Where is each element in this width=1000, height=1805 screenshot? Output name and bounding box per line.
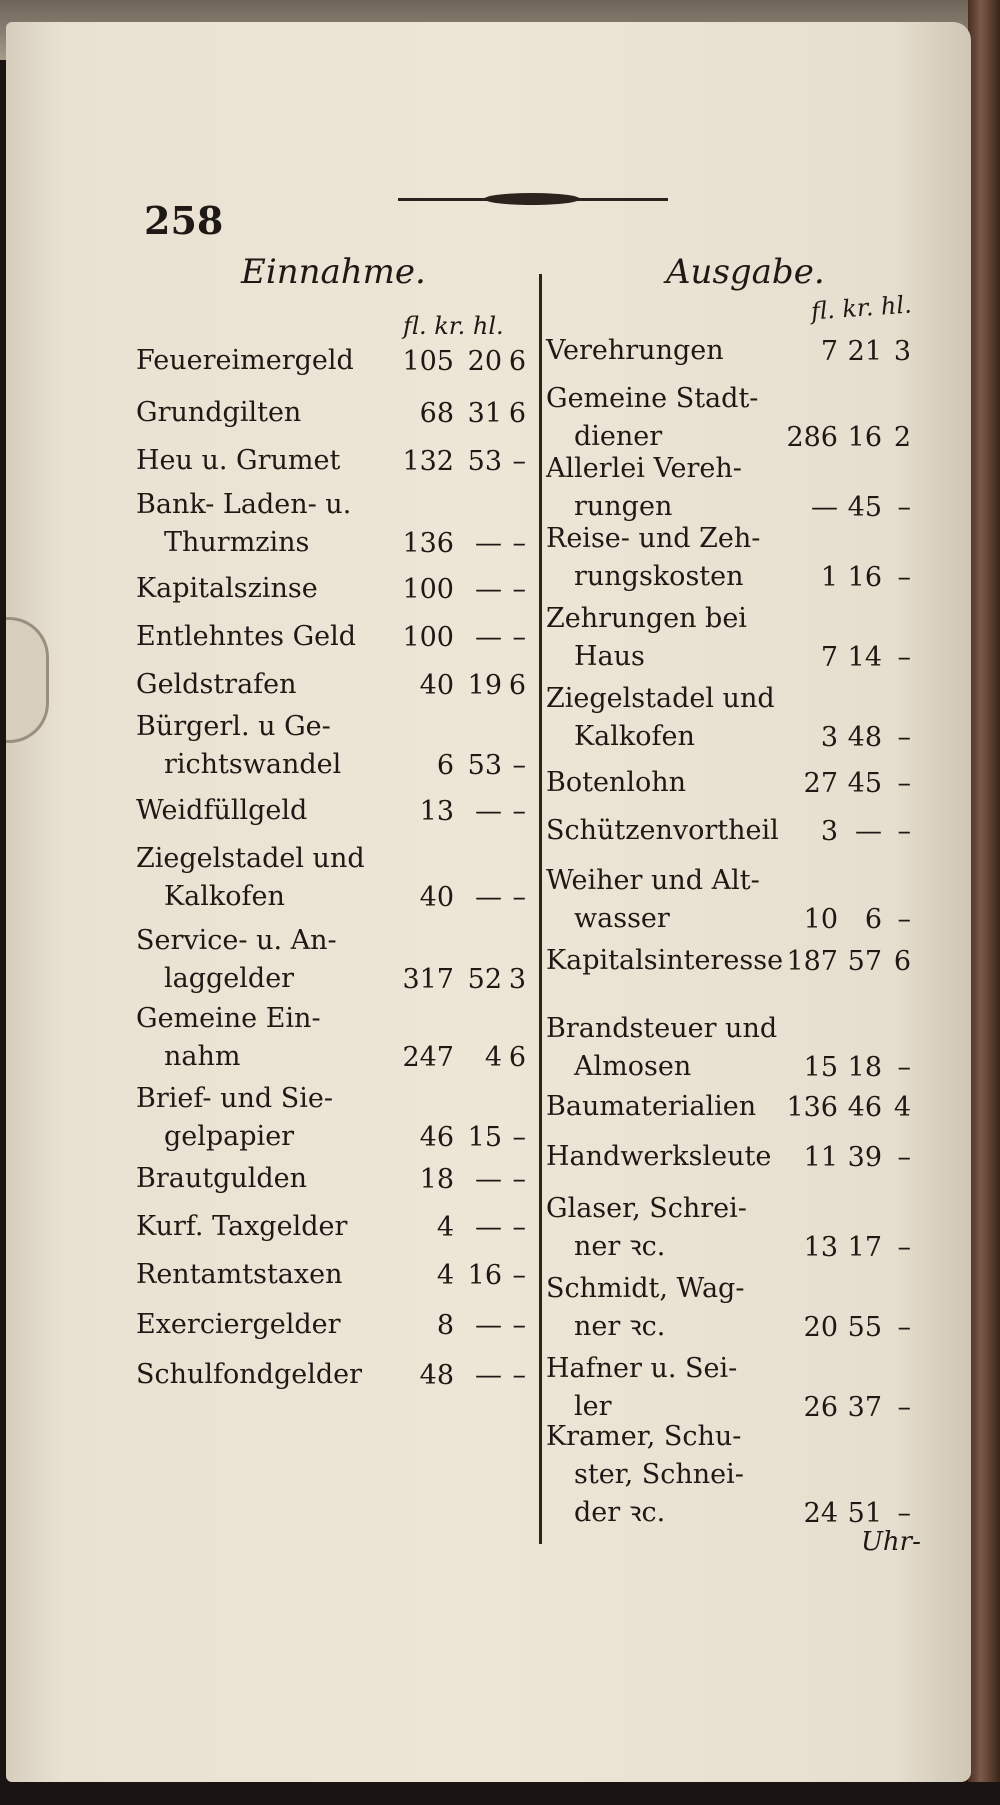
income-fl-value: 136 (402, 528, 454, 559)
expense-hl-value: – (897, 1232, 911, 1263)
expense-kr-value: 48 (847, 722, 882, 753)
income-label-line: Bank- Laden- u. (136, 489, 352, 520)
expense-label-line: Baumaterialien (546, 1091, 757, 1122)
income-hl-value: – (512, 1310, 526, 1341)
income-kr-value: — (475, 1360, 502, 1391)
income-hl-value: – (512, 622, 526, 653)
income-label-line: Exerciergelder (136, 1309, 341, 1340)
expense-hl-value: – (897, 492, 911, 523)
income-heading: Einnahme. (241, 252, 426, 292)
page-number: 258 (144, 198, 224, 243)
income-label-line: laggelder (164, 963, 295, 994)
income-label-line: nahm (164, 1041, 241, 1072)
income-kr-value: 19 (467, 670, 502, 701)
income-kr-value: 52 (467, 964, 502, 995)
income-label-line: Geldstrafen (136, 669, 297, 700)
expense-hl-value: – (897, 1498, 911, 1529)
income-label-line: Brautgulden (136, 1163, 308, 1194)
expense-label-line: ner ꝛc. (574, 1231, 666, 1262)
expense-label-line: Kramer, Schu- (546, 1421, 742, 1452)
income-label-line: Schulfondgelder (136, 1359, 363, 1390)
income-label-line: Rentamtstaxen (136, 1259, 343, 1290)
income-fl-value: 40 (419, 670, 454, 701)
expense-fl-value: 7 (820, 642, 838, 673)
expense-label-line: Almosen (574, 1051, 692, 1082)
expense-fl-value: 187 (786, 946, 838, 977)
income-fl-value: 105 (402, 346, 454, 377)
income-fl-value: 18 (419, 1164, 454, 1195)
income-kr-value: 31 (467, 398, 502, 429)
income-kr-value: — (475, 796, 502, 827)
expense-label-line: Verehrungen (546, 335, 724, 366)
income-label-line: Brief- und Sie- (136, 1083, 333, 1114)
income-kr-value: — (475, 1310, 502, 1341)
income-fl-value: 6 (436, 750, 454, 781)
expense-kr-value: 16 (847, 562, 882, 593)
expense-label-line: Glaser, Schrei- (546, 1193, 747, 1224)
expense-fl-value: 15 (803, 1052, 838, 1083)
expense-kr-value: — (855, 816, 882, 847)
expense-kr-value: 51 (847, 1498, 882, 1529)
income-fl-value: 132 (402, 446, 454, 477)
income-kr-value: 16 (467, 1260, 502, 1291)
expense-hl-value: 3 (893, 336, 911, 367)
income-fl-value: 317 (402, 964, 454, 995)
expense-kr-value: 55 (847, 1312, 882, 1343)
income-fl-value: 100 (402, 574, 454, 605)
income-fl-value: 8 (436, 1310, 454, 1341)
expense-fl-value: 11 (803, 1142, 838, 1173)
expense-kr-value: 6 (864, 904, 882, 935)
catchword: Uhr- (861, 1527, 921, 1557)
expense-hl-value: – (897, 768, 911, 799)
income-hl-value: – (512, 1164, 526, 1195)
income-label-line: Heu u. Grumet (136, 445, 341, 476)
expense-label-line: diener (574, 421, 663, 452)
income-hl-value: – (512, 1212, 526, 1243)
ornamental-rule (398, 196, 668, 202)
expense-label-line: Schmidt, Wag- (546, 1273, 745, 1304)
income-label-line: Kalkofen (164, 881, 285, 912)
expense-kr-value: 21 (847, 336, 882, 367)
expense-fl-value: 27 (803, 768, 838, 799)
expense-fl-value: 3 (820, 722, 838, 753)
column-divider (539, 274, 542, 1544)
expense-kr-value: 45 (847, 768, 882, 799)
expense-label-line: Brandsteuer und (546, 1013, 778, 1044)
income-fl-value: 46 (419, 1122, 454, 1153)
income-hl-value: – (512, 574, 526, 605)
income-hl-value: – (512, 446, 526, 477)
expense-fl-value: 26 (803, 1392, 838, 1423)
expense-fl-value: 13 (803, 1232, 838, 1263)
expense-units-header: fl. kr. hl. (810, 290, 913, 326)
income-label-line: Thurmzins (164, 527, 310, 558)
income-kr-value: 4 (484, 1042, 502, 1073)
income-fl-value: 4 (436, 1260, 454, 1291)
income-hl-value: – (512, 528, 526, 559)
expense-heading: Ausgabe. (666, 252, 825, 292)
income-hl-value: – (512, 750, 526, 781)
income-label-line: Service- u. An- (136, 925, 337, 956)
income-hl-value: 6 (508, 1042, 526, 1073)
expense-kr-value: 46 (847, 1092, 882, 1123)
income-fl-value: 68 (419, 398, 454, 429)
expense-fl-value: 24 (803, 1498, 838, 1529)
income-label-line: Kurf. Taxgelder (136, 1211, 348, 1242)
expense-label-line: wasser (574, 903, 670, 934)
expense-label-line: rungskosten (574, 561, 744, 592)
income-label-line: Feuereimergeld (136, 345, 354, 376)
income-fl-value: 247 (402, 1042, 454, 1073)
income-kr-value: — (475, 622, 502, 653)
expense-hl-value: 6 (893, 946, 911, 977)
income-label-line: Bürgerl. u Ge- (136, 711, 331, 742)
income-hl-value: – (512, 1260, 526, 1291)
expense-fl-value: 10 (803, 904, 838, 935)
expense-hl-value: – (897, 904, 911, 935)
expense-label-line: ster, Schnei- (574, 1459, 744, 1490)
income-kr-value: — (475, 1212, 502, 1243)
expense-hl-value: – (897, 722, 911, 753)
expense-hl-value: 4 (893, 1092, 911, 1123)
expense-fl-value: 3 (820, 816, 838, 847)
income-label-line: Weidfüllgeld (136, 795, 308, 826)
expense-fl-value: 7 (820, 336, 838, 367)
income-fl-value: 48 (419, 1360, 454, 1391)
income-kr-value: 15 (467, 1122, 502, 1153)
income-kr-value: 20 (467, 346, 502, 377)
income-kr-value: — (475, 882, 502, 913)
income-hl-value: – (512, 1360, 526, 1391)
expense-label-line: Haus (574, 641, 645, 672)
expense-label-line: Weiher und Alt- (546, 865, 760, 896)
expense-label-line: ner ꝛc. (574, 1311, 666, 1342)
expense-hl-value: – (897, 816, 911, 847)
income-label-line: Gemeine Ein- (136, 1003, 321, 1034)
expense-kr-value: 17 (847, 1232, 882, 1263)
expense-hl-value: – (897, 1392, 911, 1423)
expense-label-line: rungen (574, 491, 673, 522)
income-hl-value: 6 (508, 346, 526, 377)
expense-hl-value: 2 (893, 422, 911, 453)
income-hl-value: 6 (508, 398, 526, 429)
income-units-header: fl. kr. hl. (403, 312, 504, 340)
expense-hl-value: – (897, 1142, 911, 1173)
expense-label-line: Gemeine Stadt- (546, 383, 759, 414)
expense-fl-value: — (811, 492, 838, 523)
income-label-line: richtswandel (164, 749, 342, 780)
income-hl-value: 3 (508, 964, 526, 995)
expense-hl-value: – (897, 562, 911, 593)
expense-label-line: der ꝛc. (574, 1497, 666, 1528)
expense-hl-value: – (897, 642, 911, 673)
expense-label-line: ler (574, 1391, 612, 1422)
income-hl-value: 6 (508, 670, 526, 701)
expense-kr-value: 16 (847, 422, 882, 453)
income-kr-value: 53 (467, 750, 502, 781)
income-hl-value: – (512, 882, 526, 913)
expense-label-line: Schützenvortheil (546, 815, 779, 846)
expense-label-line: Kalkofen (574, 721, 695, 752)
expense-label-line: Reise- und Zeh- (546, 523, 761, 554)
income-kr-value: — (475, 528, 502, 559)
expense-label-line: Allerlei Vereh- (546, 453, 742, 484)
book-clasp (6, 617, 49, 743)
income-fl-value: 40 (419, 882, 454, 913)
income-hl-value: – (512, 1122, 526, 1153)
income-hl-value: – (512, 796, 526, 827)
book-cover-edge (968, 0, 1000, 1805)
expense-label-line: Ziegelstadel und (546, 683, 775, 714)
expense-kr-value: 14 (847, 642, 882, 673)
income-fl-value: 4 (436, 1212, 454, 1243)
expense-kr-value: 39 (847, 1142, 882, 1173)
expense-label-line: Kapitalsinteresse (546, 945, 784, 976)
expense-kr-value: 57 (847, 946, 882, 977)
expense-fl-value: 136 (786, 1092, 838, 1123)
scan-background (0, 1782, 1000, 1805)
book-page (6, 22, 971, 1782)
expense-hl-value: – (897, 1312, 911, 1343)
income-kr-value: 53 (467, 446, 502, 477)
income-label-line: Ziegelstadel und (136, 843, 365, 874)
income-label-line: gelpapier (164, 1121, 295, 1152)
expense-kr-value: 18 (847, 1052, 882, 1083)
income-fl-value: 100 (402, 622, 454, 653)
income-label-line: Grundgilten (136, 397, 302, 428)
income-kr-value: — (475, 574, 502, 605)
expense-kr-value: 45 (847, 492, 882, 523)
income-label-line: Entlehntes Geld (136, 621, 357, 652)
expense-label-line: Handwerksleute (546, 1141, 772, 1172)
expense-label-line: Hafner u. Sei- (546, 1353, 738, 1384)
expense-fl-value: 1 (820, 562, 838, 593)
expense-hl-value: – (897, 1052, 911, 1083)
expense-fl-value: 20 (803, 1312, 838, 1343)
income-kr-value: — (475, 1164, 502, 1195)
income-fl-value: 13 (419, 796, 454, 827)
expense-label-line: Zehrungen bei (546, 603, 747, 634)
expense-kr-value: 37 (847, 1392, 882, 1423)
expense-label-line: Botenlohn (546, 767, 686, 798)
expense-fl-value: 286 (786, 422, 838, 453)
income-label-line: Kapitalszinse (136, 573, 318, 604)
